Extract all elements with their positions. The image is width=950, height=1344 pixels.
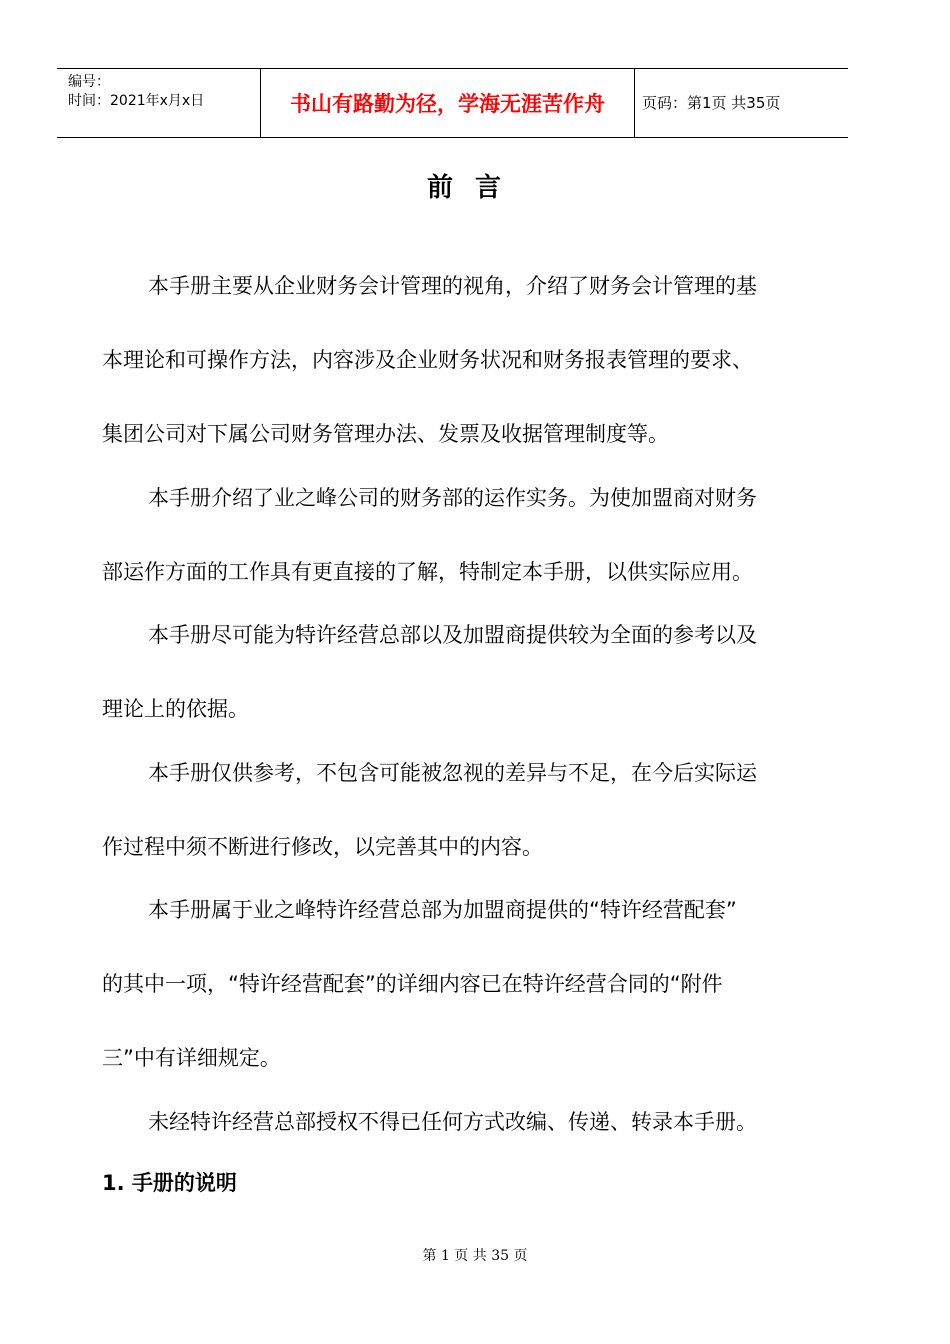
document-number-label: 编号： — [68, 74, 110, 90]
paragraph-line: 作过程中须不断进行修改，以完善其中的内容。 — [102, 835, 543, 859]
paragraph-line: 部运作方面的工作具有更直接的了解，特制定本手册，以供实际应用。 — [102, 560, 753, 584]
paragraph-line: 的其中一项，“特许经营配套”的详细内容已在特许经营合同的“附件 — [102, 972, 723, 996]
paragraph — [102, 736, 812, 884]
header-page-code: 页码：第1页 共35页 — [642, 94, 781, 112]
paragraph — [102, 1085, 812, 1159]
paragraph — [102, 249, 812, 471]
page-footer: 第 1 页 共 35 页 — [422, 1248, 528, 1264]
paragraph-line: 本理论和可操作方法，内容涉及企业财务状况和财务报表管理的要求、 — [102, 348, 753, 372]
paragraph — [102, 598, 812, 746]
header-page-cell — [634, 69, 848, 137]
paragraph — [102, 873, 812, 1095]
paragraph-line: 本手册主要从企业财务会计管理的视角，介绍了财务会计管理的基 — [148, 274, 757, 298]
paragraph-line: 本手册介绍了业之峰公司的财务部的运作实务。为使加盟商对财务 — [148, 486, 757, 510]
section-heading: 1. 手册的说明 — [102, 1171, 237, 1195]
header-motto: 书山有路勤为径，学海无涯苦作舟 — [290, 92, 605, 116]
paragraph — [102, 461, 812, 609]
document-date-label: 时间：2021年x月x日 — [68, 93, 205, 109]
header-meta-cell — [57, 69, 260, 137]
paragraph-line: 本手册属于业之峰特许经营总部为加盟商提供的“特许经营配套” — [148, 898, 737, 922]
paragraph-line: 本手册尽可能为特许经营总部以及加盟商提供较为全面的参考以及 — [148, 623, 757, 647]
page-header-table — [57, 68, 848, 138]
paragraph-line: 集团公司对下属公司财务管理办法、发票及收据管理制度等。 — [102, 422, 669, 446]
header-motto-cell — [260, 69, 635, 137]
page-title: 前言 — [426, 173, 523, 203]
paragraph-line: 本手册仅供参考，不包含可能被忽视的差异与不足，在今后实际运 — [148, 761, 757, 785]
paragraph-line: 三”中有详细规定。 — [102, 1046, 281, 1070]
paragraph-line: 理论上的依据。 — [102, 697, 249, 721]
paragraph-line: 未经特许经营总部授权不得已任何方式改编、传递、转录本手册。 — [148, 1110, 757, 1134]
